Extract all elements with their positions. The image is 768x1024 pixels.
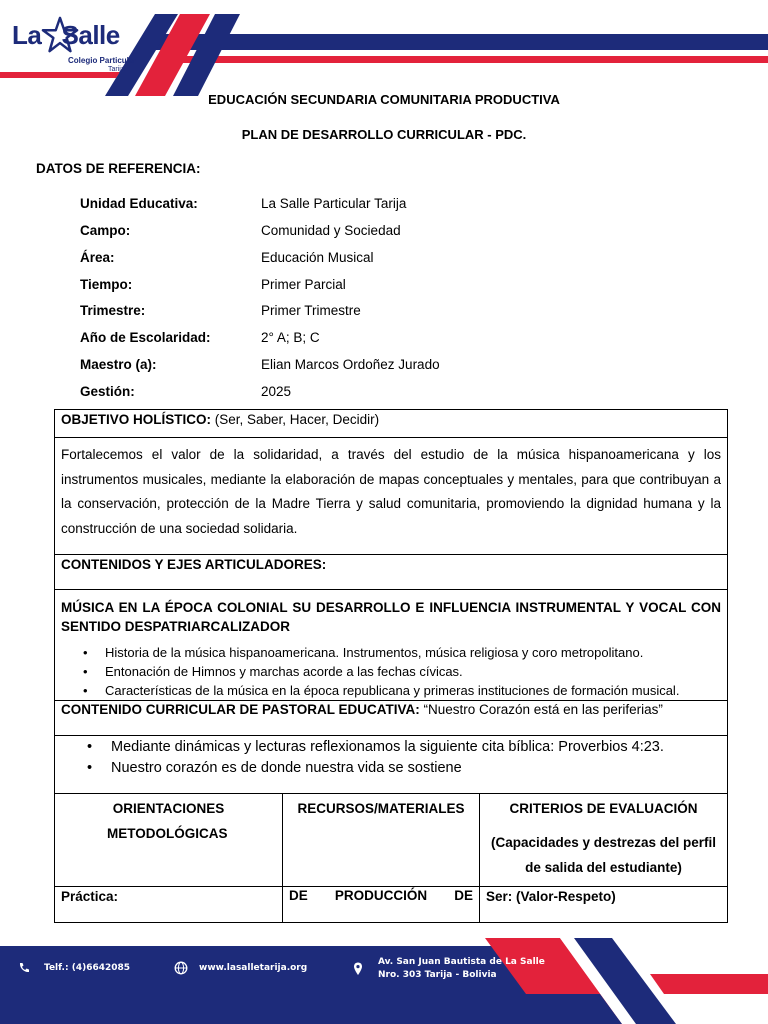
contents-header-cell: [54, 554, 728, 590]
objective-label: OBJETIVO HOLÍSTICO:: [61, 412, 212, 427]
reference-label: Gestión:: [80, 384, 135, 399]
pastoral-header-cell: [54, 700, 728, 736]
header-text: de salida del estudiante): [525, 860, 682, 875]
reference-value: Comunidad y Sociedad: [261, 223, 401, 238]
objective-label-suffix: (Ser, Saber, Hacer, Decidir): [211, 412, 380, 427]
reference-label: Unidad Educativa:: [80, 196, 198, 211]
location-pin-icon: [353, 962, 363, 976]
pastoral-quote: “Nuestro Corazón está en las periferias”: [419, 702, 663, 717]
list-item: • Nuestro corazón es de donde nuestra vida se sostiene: [61, 758, 721, 779]
reference-value: Primer Trimestre: [261, 303, 361, 318]
phone-icon: [18, 962, 30, 974]
globe-icon: [174, 961, 188, 975]
list-item: • Entonación de Himnos y marchas acorde a las fechas cívicas.: [61, 662, 721, 681]
contents-heading: CONTENIDOS Y EJES ARTICULADORES:: [61, 557, 327, 572]
reference-value: Primer Parcial: [261, 277, 346, 292]
list-item: • Características de la música en la época republicana y primeras instituciones de formación musical.: [61, 681, 721, 700]
objective-text: Fortalecemos el valor de la solidaridad, a través del estudio de la música hispanoamericana y los instrumentos musicales, mediante la elaboración de mapas conceptuales y mentales, para que contribuyan a la conservación, protección de la Madre Tierra y salud comunitaria, promoviendo la dignidad humana y la construcción de una sociedad solidaria.: [61, 447, 721, 536]
list-item: • Mediante dinámicas y lecturas reflexionamos la siguiente cita bíblica: Proverbios 4:23.: [61, 737, 721, 758]
reference-label: Tiempo:: [80, 277, 133, 292]
document-title: EDUCACIÓN SECUNDARIA COMUNITARIA PRODUCTIVA: [208, 92, 560, 107]
footer-phone: Telf.: (4)6642085: [44, 963, 131, 973]
objective-header-cell: [54, 409, 728, 438]
logo-wordmark: La Salle: [12, 20, 120, 50]
pastoral-label: CONTENIDO CURRICULAR DE PASTORAL EDUCATIVA:: [61, 702, 420, 717]
cell-text: DE: [289, 888, 308, 903]
table-cell: [54, 886, 283, 923]
reference-value: 2025: [261, 384, 292, 399]
footer-address-line2: Nro. 303 Tarija - Bolivia: [378, 970, 497, 980]
page-footer: [0, 938, 768, 1024]
footer-banner-graphic: [0, 938, 768, 1024]
contents-body-cell: [54, 589, 728, 701]
star-icon: [41, 16, 79, 54]
header-text: METODOLÓGICAS: [107, 826, 228, 841]
reference-label: Área:: [80, 250, 115, 265]
document-subtitle: PLAN DE DESARROLLO CURRICULAR - PDC.: [241, 127, 527, 142]
table-cell: [479, 886, 728, 923]
reference-value: La Salle Particular Tarija: [261, 196, 407, 211]
contents-topic: MÚSICA EN LA ÉPOCA COLONIAL SU DESARROLLO E INFLUENCIA INSTRUMENTAL Y VOCAL CON SENTIDO DESPATRIARCALIZADOR: [61, 600, 721, 634]
reference-value: Educación Musical: [261, 250, 374, 265]
logo-subtitle: Colegio Particular: [68, 56, 137, 65]
logo-city: Tarija: [108, 66, 125, 73]
footer-website[interactable]: www.lasalletarija.org: [199, 963, 308, 973]
reference-heading: DATOS DE REFERENCIA:: [36, 161, 201, 176]
cell-text: DE: [454, 888, 473, 903]
la-salle-logo: [12, 14, 137, 84]
objective-text-cell: [54, 437, 728, 555]
reference-label: Campo:: [80, 223, 131, 238]
cell-text: PRODUCCIÓN: [334, 888, 428, 903]
reference-label: Trimestre:: [80, 303, 146, 318]
reference-value: Elian Marcos Ordoñez Jurado: [261, 357, 440, 372]
table-header-criteria: [479, 793, 728, 887]
header-text: ORIENTACIONES: [112, 801, 225, 816]
reference-label: Año de Escolaridad:: [80, 330, 211, 345]
cell-text: Práctica:: [61, 889, 119, 904]
footer-address-line1: Av. San Juan Bautista de La Salle: [378, 957, 545, 967]
header-text: (Capacidades y destrezas del perfil: [490, 835, 717, 850]
pastoral-list: [61, 737, 721, 779]
table-header-resources: [282, 793, 480, 887]
list-item: • Historia de la música hispanoamericana. Instrumentos, música religiosa y coro metropolitano.: [61, 643, 721, 662]
table-header-methodology: [54, 793, 283, 887]
reference-value: 2° A; B; C: [261, 330, 320, 345]
header-text: RECURSOS/MATERIALES: [297, 801, 465, 816]
table-cell: [282, 886, 480, 923]
cell-text: Ser: (Valor-Respeto): [486, 889, 616, 904]
contents-list: [61, 643, 721, 700]
reference-label: Maestro (a):: [80, 357, 157, 372]
pastoral-body-cell: [54, 735, 728, 794]
header-text: CRITERIOS DE EVALUACIÓN: [509, 801, 698, 816]
